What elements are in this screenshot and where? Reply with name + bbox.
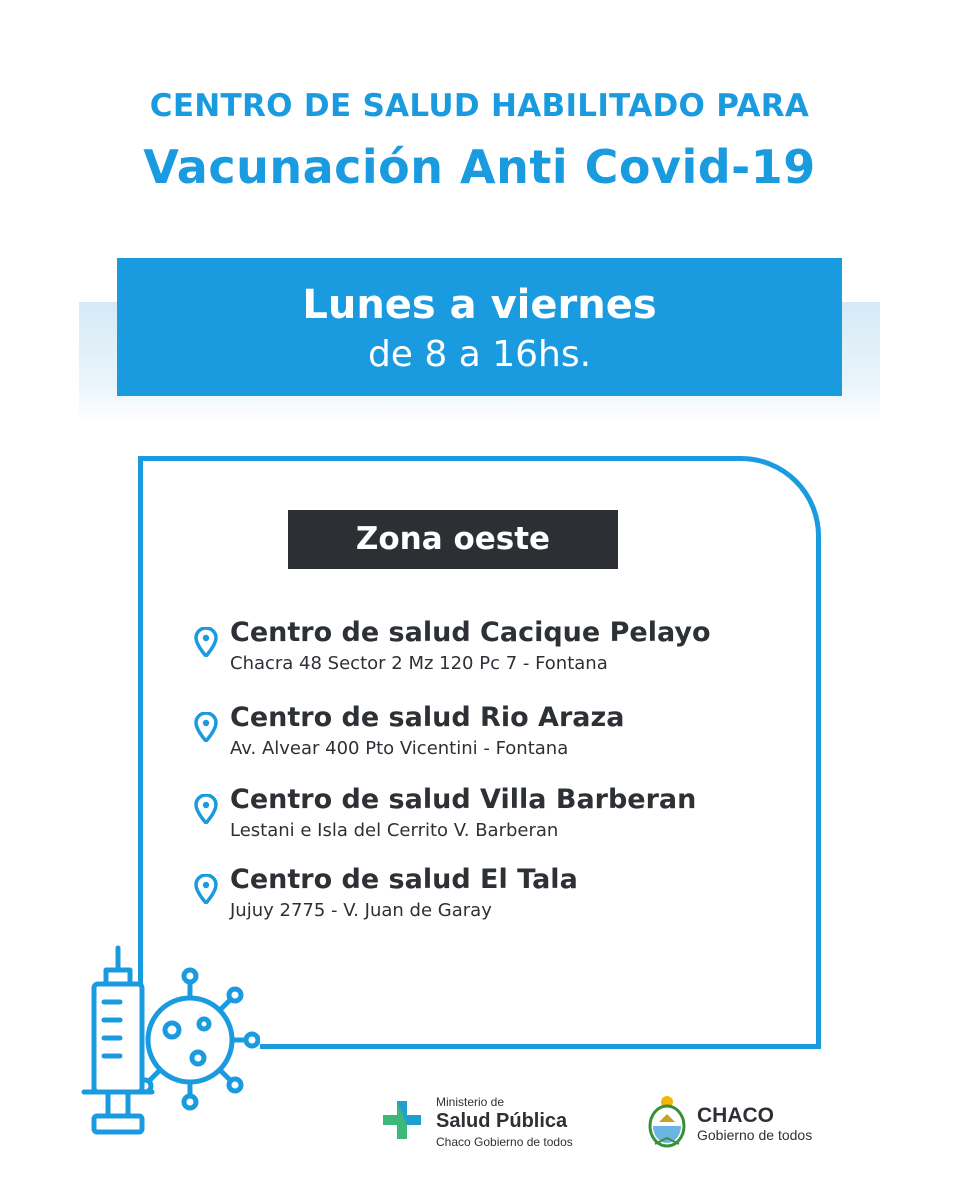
zone-label: Zona oeste (288, 510, 618, 569)
header-line1: CENTRO DE SALUD HABILITADO PARA (149, 88, 810, 124)
center-item-cacique-pelayo (194, 617, 794, 687)
center-item-el-tala (194, 864, 794, 934)
syringe-virus-illustration (80, 940, 260, 1150)
schedule-hours: de 8 a 16hs. (367, 334, 592, 375)
center-item-villa-barberan (194, 784, 794, 854)
chaco-seal-icon (645, 1092, 689, 1150)
location-pin-icon (194, 712, 218, 742)
ministry-sub-text: Chaco Gobierno de todos (436, 1135, 573, 1149)
chaco-logo (645, 1092, 845, 1162)
center-name: Centro de salud El Tala (230, 864, 578, 895)
center-address: Jujuy 2775 - V. Juan de Garay (230, 900, 492, 921)
center-name: Centro de salud Villa Barberan (230, 784, 697, 815)
location-pin-icon (194, 794, 218, 824)
location-pin-icon (194, 627, 218, 657)
chaco-sub-text: Gobierno de todos (697, 1127, 813, 1143)
schedule-box (117, 258, 842, 396)
location-pin-icon (194, 874, 218, 904)
ministry-main-text: Salud Pública (436, 1110, 568, 1132)
health-cross-icon (380, 1098, 424, 1142)
center-name: Centro de salud Rio Araza (230, 702, 625, 733)
center-address: Lestani e Isla del Cerrito V. Barberan (230, 820, 559, 841)
center-item-rio-araza (194, 702, 794, 772)
page-title: Vacunación Anti Covid-19 (143, 140, 816, 194)
center-name: Centro de salud Cacique Pelayo (230, 617, 711, 648)
ministry-logo (380, 1090, 620, 1160)
center-address: Chacra 48 Sector 2 Mz 120 Pc 7 - Fontana (230, 653, 608, 674)
chaco-main-text: CHACO (697, 1104, 774, 1127)
schedule-days: Lunes a viernes (302, 282, 657, 328)
ministry-top-text: Ministerio de (436, 1095, 505, 1109)
center-address: Av. Alvear 400 Pto Vicentini - Fontana (230, 738, 569, 759)
